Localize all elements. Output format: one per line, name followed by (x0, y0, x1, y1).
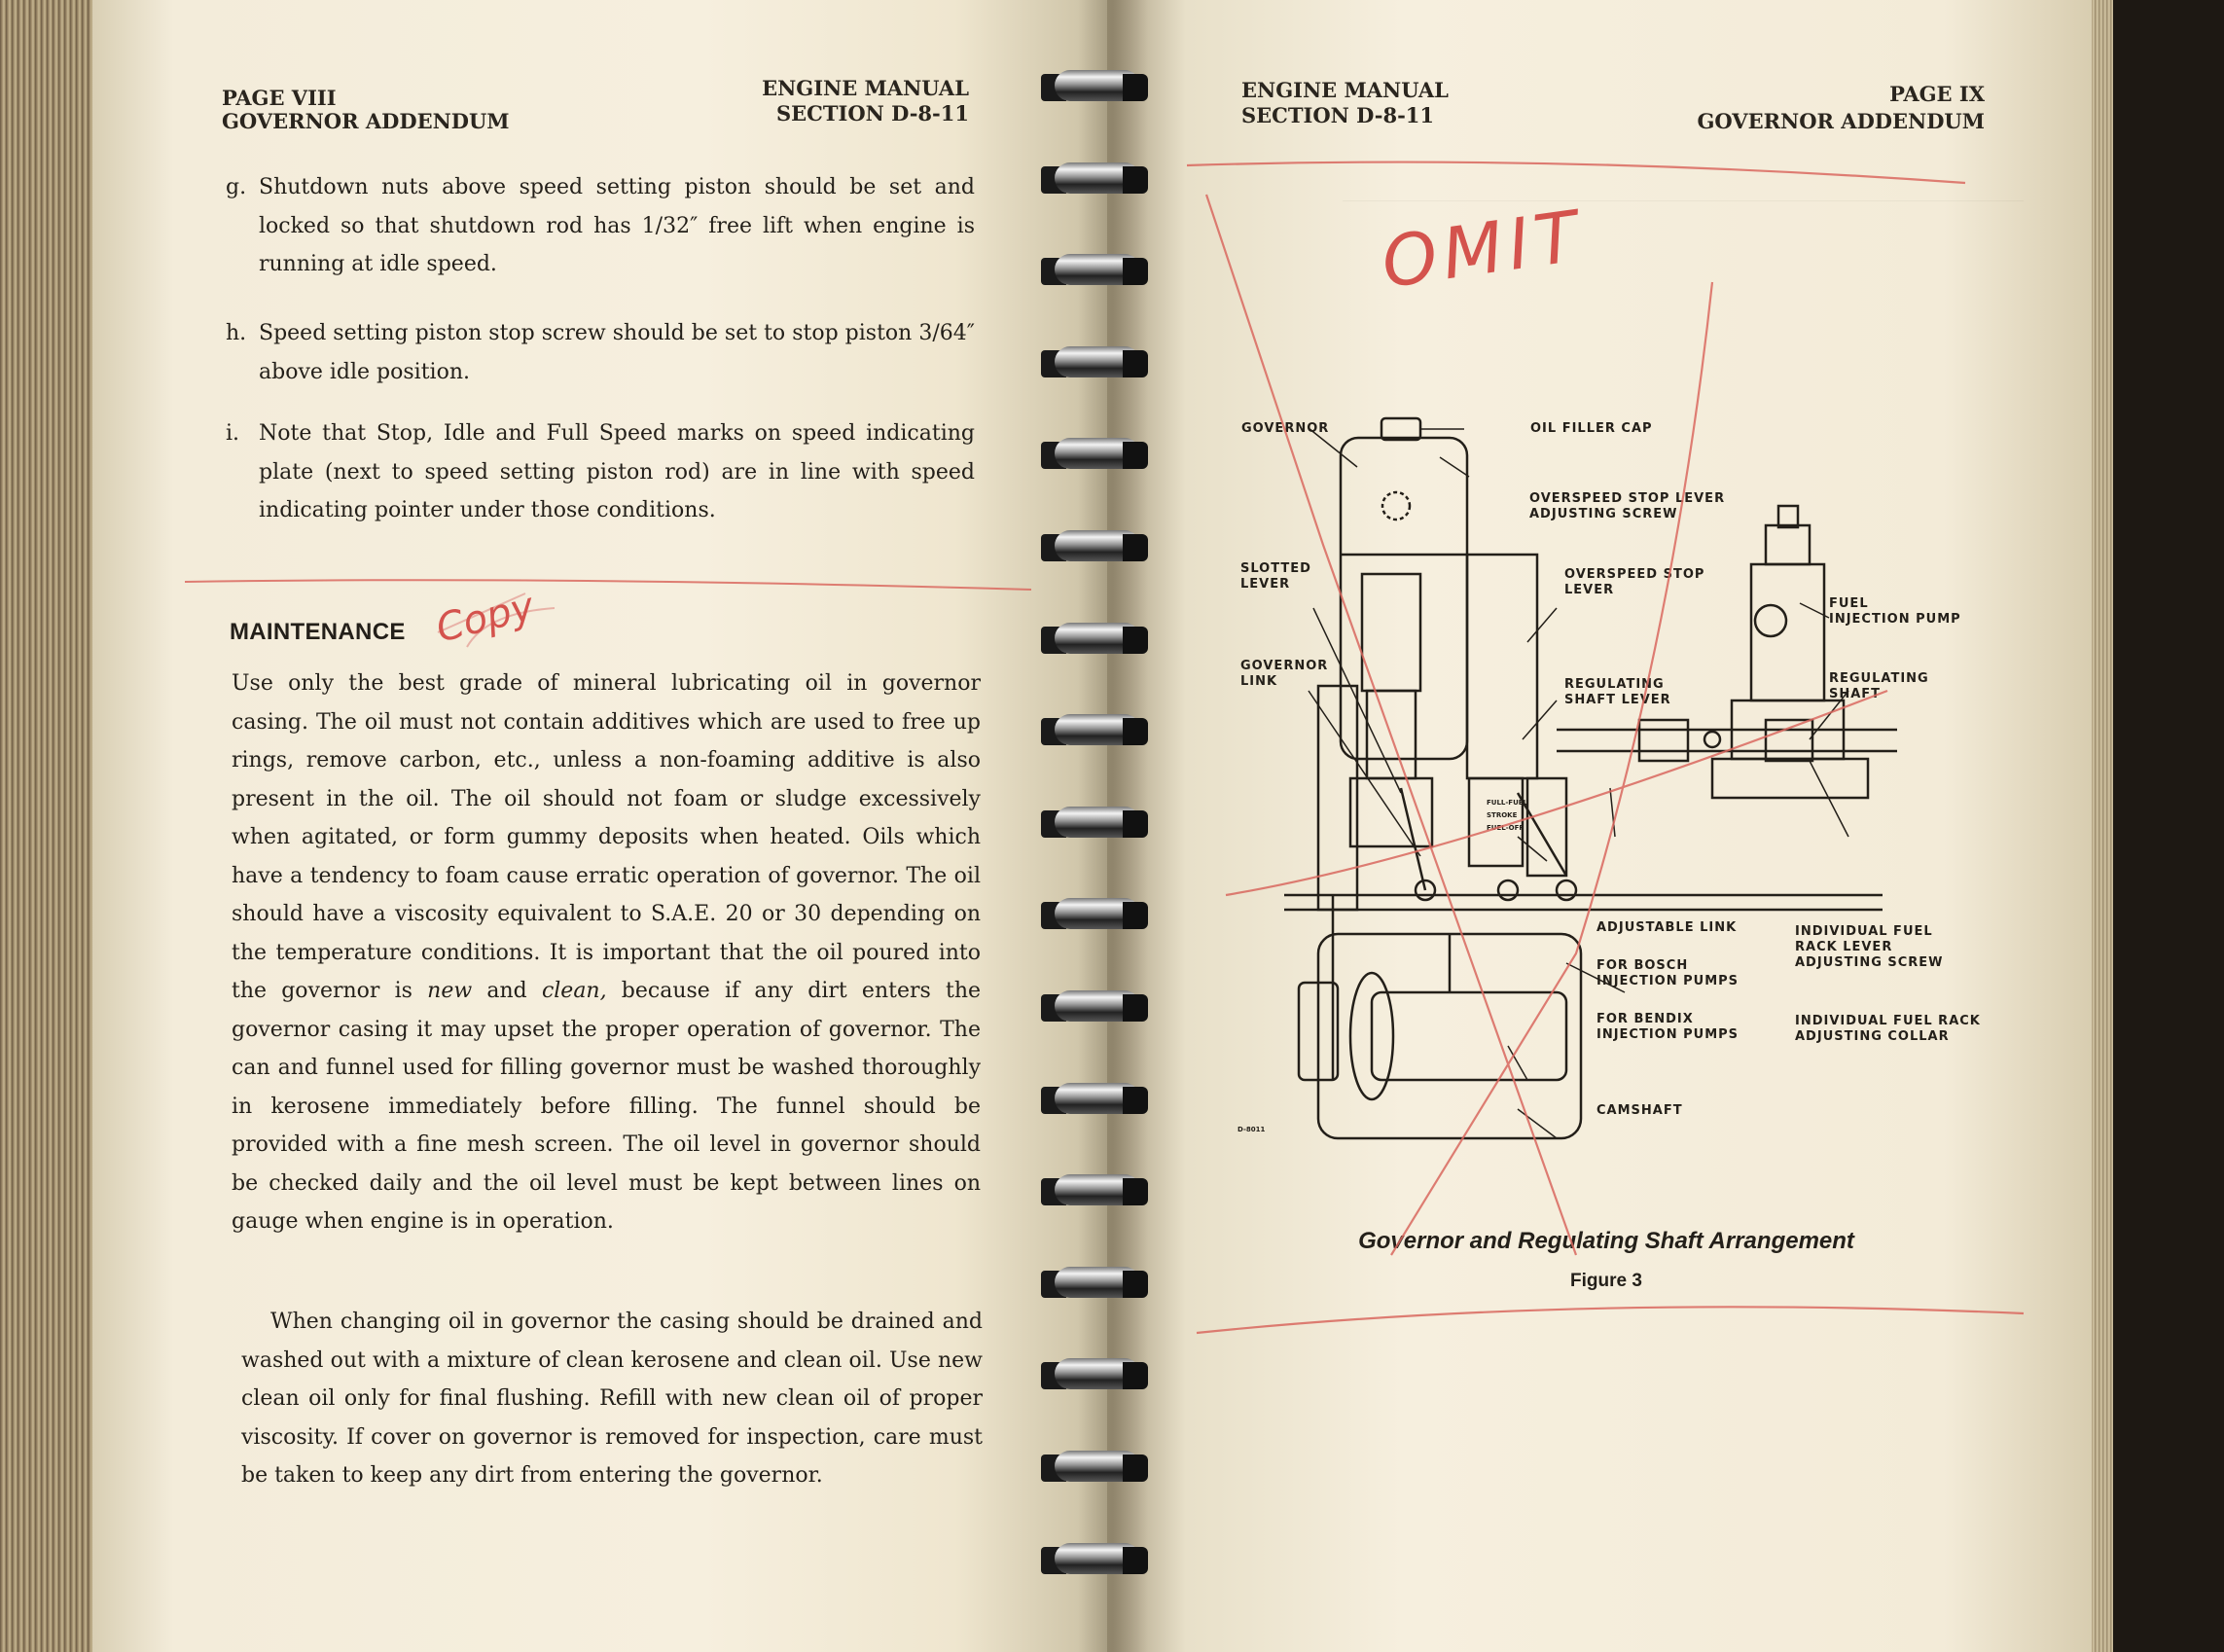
figure-caption: Governor and Regulating Shaft Arrangement (1358, 1228, 1854, 1254)
left-header-sub: GOVERNOR ADDENDUM (222, 109, 510, 133)
binding-ring (1041, 807, 1150, 840)
binding-ring (1041, 530, 1150, 563)
label-full-fuel: FULL-FUEL (1487, 799, 1527, 807)
maintenance-heading: MAINTENANCE (230, 619, 406, 645)
para1-text-and: and (472, 979, 542, 1003)
binding-ring (1041, 1543, 1150, 1576)
label-governor-link: GOVERNOR LINK (1240, 659, 1329, 689)
binding-ring (1041, 346, 1150, 379)
binding-ring (1041, 1174, 1150, 1207)
list-marker: i. (226, 421, 240, 446)
label-for-bosch-injection-pumps: FOR BOSCH INJECTION PUMPS (1596, 958, 1740, 988)
label-oil-filler-cap: OIL FILLER CAP (1530, 421, 1653, 436)
label-governor: GOVERNOR (1241, 421, 1330, 436)
maintenance-paragraph-1 (232, 664, 981, 1241)
list-marker: g. (226, 175, 247, 199)
label-regulating-shaft: REGULATING SHAFT (1829, 671, 1929, 701)
list-item-text: Shutdown nuts above speed setting piston should be set and locked so that shutdown rod has 1/32″ free lift when engine is running at idle speed. (259, 175, 975, 276)
pencil-omit-note: OMIT (1377, 194, 1589, 305)
list-item-h (226, 314, 975, 391)
right-header-sub: GOVERNOR ADDENDUM (1697, 109, 1985, 133)
binding-ring (1041, 898, 1150, 931)
para1-text-a: Use only the best grade of mineral lubricating oil in governor casing. The oil must not contain additives which are used to free up rings, remove carbon, etc., unless a non-foaming additive is also present in the oil. The oil should not foam or sludge excessively when agitated, or form gummy deposits when heated. Oils which have a tendency to foam cause erratic operation of governor. The oil should have a viscosity equivalent to S.A.E. 20 or 30 depending on the temperature conditions. It is important that the oil poured into the governor is (232, 671, 981, 1003)
label-slotted-lever: SLOTTED LEVER (1240, 561, 1311, 592)
right-header-manual: ENGINE MANUAL (1241, 78, 1449, 102)
label-stroke: STROKE (1487, 811, 1518, 819)
left-header-page: PAGE VIII (222, 86, 337, 110)
list-marker: h. (226, 321, 247, 345)
binding-ring (1041, 1451, 1150, 1484)
binding-ring (1041, 438, 1150, 471)
right-header-section: SECTION D-8-11 (1241, 103, 1435, 127)
label-fuel-off: FUEL-OFF (1487, 824, 1525, 832)
binding-ring (1041, 70, 1150, 103)
binding-ring (1041, 1267, 1150, 1300)
page-edges-right (2092, 0, 2224, 1652)
list-item-i (226, 414, 975, 530)
label-overspeed-stop-lever: OVERSPEED STOP LEVER (1564, 567, 1705, 597)
binding-ring (1041, 623, 1150, 656)
label-for-bendix-injection-pumps: FOR BENDIX INJECTION PUMPS (1596, 1012, 1740, 1042)
label-camshaft: CAMSHAFT (1596, 1103, 1683, 1118)
binding-ring (1041, 254, 1150, 287)
binding-ring (1041, 1083, 1150, 1116)
para1-text-b: because if any dirt enters the governor casing it may upset the proper operation of governor. The can and funnel used for filling governor must be washed thoroughly in kerosene immediately before filling. The funnel should be provided with a fine mesh screen. The oil level in governor should be checked daily and the oil level must be kept between lines on gauge when engine is in operation. (232, 979, 982, 1234)
binding-ring (1041, 990, 1150, 1024)
list-item-text: Speed setting piston stop screw should be set to stop piston 3/64″ above idle position. (259, 321, 975, 384)
left-header-section: SECTION D-8-11 (775, 101, 969, 126)
right-header-page: PAGE IX (1889, 82, 1985, 106)
label-overspeed-stop-lever-adjusting-screw: OVERSPEED STOP LEVER ADJUSTING SCREW (1529, 491, 1726, 521)
para1-emphasis-new: new (427, 979, 473, 1003)
pencil-markings-right (1167, 156, 2043, 1372)
maintenance-paragraph-2: When changing oil in governor the casing should be drained and washed out with a mixture of clean kerosene and clean oil. Use new clean oil only for final flushing. Refill with new clean oil of proper viscosity. If cover on governor is removed for inspection, care must be taken to keep any dirt from entering the governor. (241, 1310, 983, 1488)
figure-number: Figure 3 (1570, 1271, 1642, 1291)
label-regulating-shaft-lever: REGULATING SHAFT LEVER (1564, 677, 1671, 707)
label-adjustable-link: ADJUSTABLE LINK (1596, 920, 1738, 935)
list-item-text: Note that Stop, Idle and Full Speed marks on speed indicating plate (next to speed setting piston rod) are in line with speed indicating pointer under those conditions. (259, 421, 975, 522)
label-individual-fuel-rack-adjusting-collar: INDIVIDUAL FUEL RACK ADJUSTING COLLAR (1795, 1014, 1981, 1044)
binding-ring (1041, 1358, 1150, 1391)
pencil-note-copy: Copy (431, 584, 539, 652)
binding-ring (1041, 714, 1150, 747)
left-header-manual: ENGINE MANUAL (762, 76, 969, 100)
label-drawing-number: D-8011 (1238, 1126, 1266, 1133)
para1-emphasis-clean: clean, (541, 979, 607, 1003)
binding-ring (1041, 162, 1150, 196)
list-item-g (226, 168, 975, 284)
label-fuel-injection-pump: FUEL INJECTION PUMP (1829, 596, 1961, 627)
page-edges-left (0, 0, 92, 1652)
label-individual-fuel-rack-lever-adjusting-screw: INDIVIDUAL FUEL RACK LEVER ADJUSTING SCREW (1795, 924, 1944, 970)
